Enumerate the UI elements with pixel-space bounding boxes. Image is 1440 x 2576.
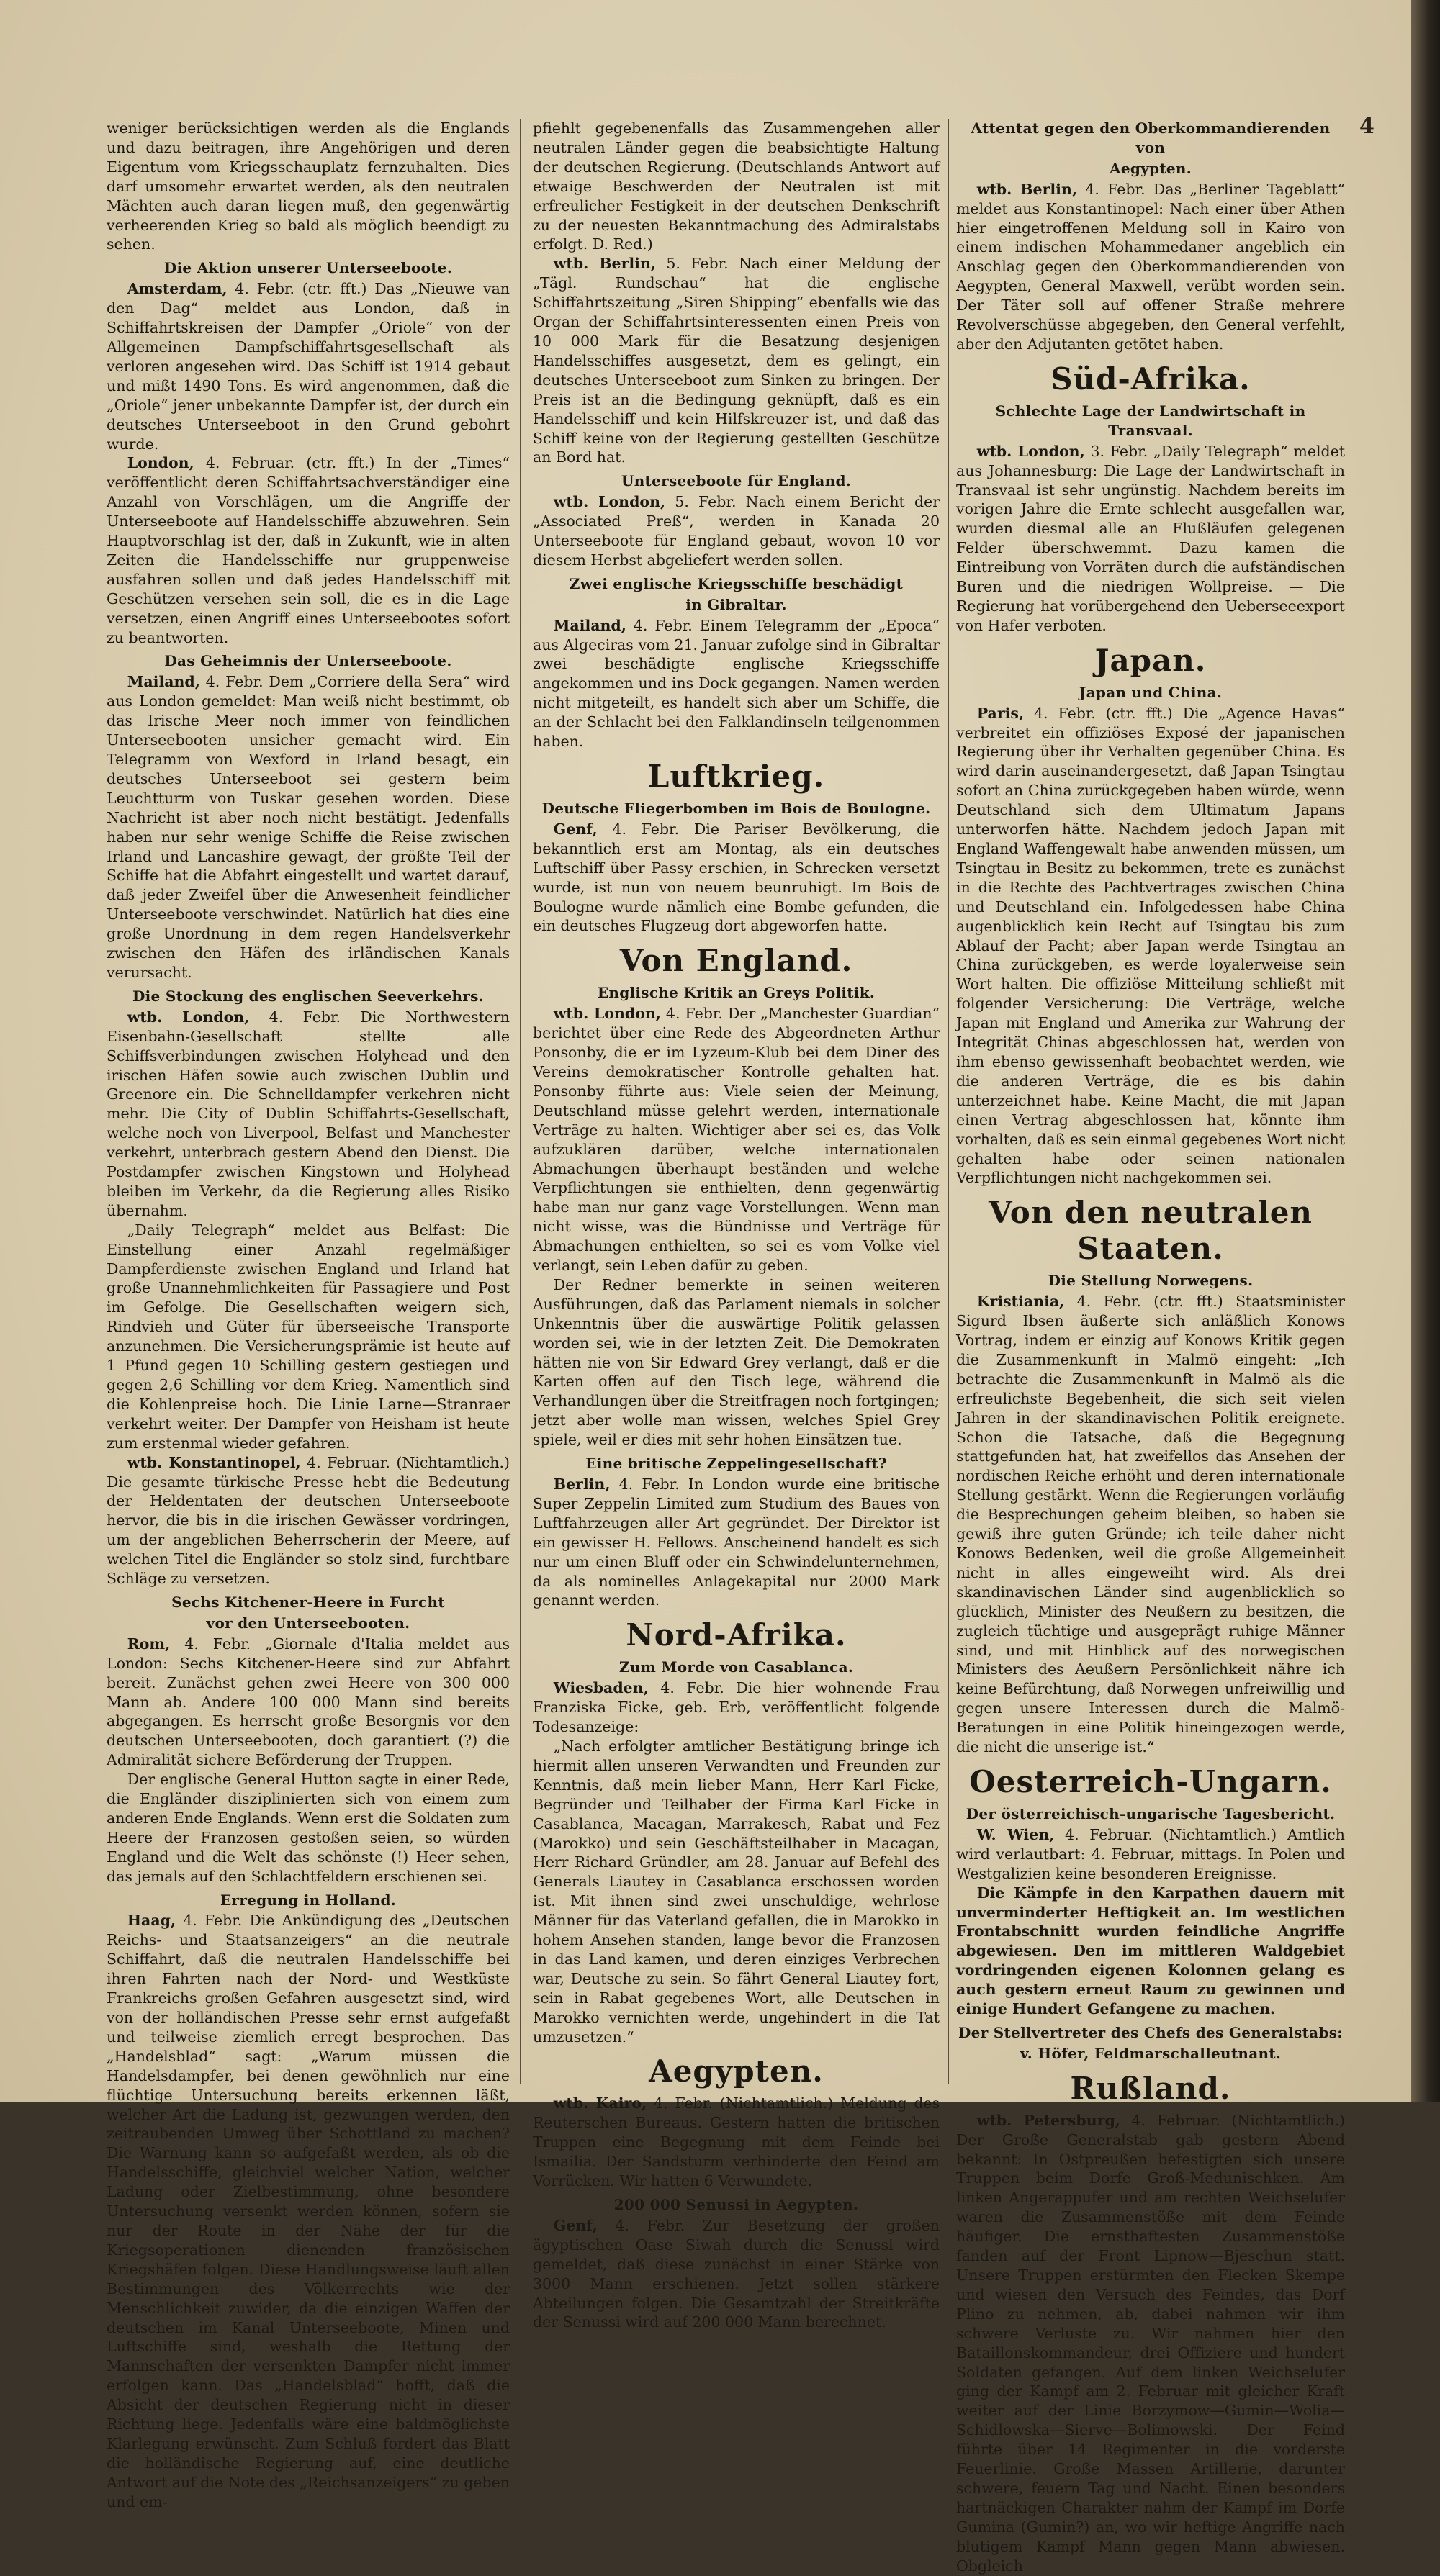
section-heading: Das Geheimnis der Unterseeboote.	[164, 652, 452, 670]
section-heading-line2: in Gibraltar.	[685, 595, 787, 613]
paragraph-text: 4. Febr. Das „Berliner Tageblatt“ meldet aus Konstantinopel: Nach einer über Athen hier eingetroffenen Meldung soll in Kairo von einem indischen Mohammedaner angeblich ein Anschlag gegen den Oberkommandierenden von Aegypten, General Maxwell, verübt worden sein. Der Täter soll auf offener Straße mehrere Revolverschüsse abgegeben, den General verfehlt, aber den Adjutanten getötet haben.	[956, 180, 1345, 353]
section-heading: Attentat gegen den Oberkommandierenden von	[971, 119, 1331, 156]
section-heading: Zwei englische Kriegsschiffe beschädigt	[569, 574, 904, 592]
dateline: Wiesbaden,	[553, 1679, 649, 1697]
paragraph	[107, 1008, 510, 1221]
paragraph	[533, 2216, 940, 2332]
dateline: W. Wien,	[976, 1825, 1055, 1843]
section-heading: Deutsche Fliegerbomben im Bois de Boulogne.	[541, 800, 931, 817]
dateline: wtb. London,	[553, 1005, 661, 1023]
major-heading: Von den neutralen Staaten.	[989, 1195, 1313, 1267]
section-heading-line2: Aegypten.	[1110, 159, 1192, 177]
column-3	[956, 119, 1346, 2575]
paragraph-text: 4. Febr. Der „Manchester Guardian“ berichtet über eine Rede des Abgeordneten Arthur Ponsonby, die er im Lyzeum-Klub bei dem Diner des Vereins demokratischer Kontrolle gehalten hat. Ponsonby führte aus: Viele seien der Meinung, Deutschland müsse gelehrt werden, internationale Verträge zu halten. Wichtiger aber sei es, das Volk aufzuklären darüber, welche internationalen Abmachungen überhaupt beständen und welche Verpflichtungen sie enthielten, denn gegenwärtig habe man nur ganz vage Vorstellungen. Wenn man nicht wisse, was die Bündnisse und Verträge für Abmachungen enthielten, so sei es vom Volke viel verlangt, sein Leben dafür zu geben.	[533, 1005, 940, 1275]
paragraph: „Daily Telegraph“ meldet aus Belfast: Die Einstellung einer Anzahl regelmäßiger Dampferdienste zwischen England und Irland hat große Unannehmlichkeiten für Passagiere und Post im Gefolge. Die Gesellschaften weigern sich, Rindvieh und Güter für überseeische Transporte anzunehmen. Die Versicherungsprämie ist heute auf 1 Pfund gegen 10 Schilling gestern gestiegen und gegen 2,6 Schilling vor dem Krieg. Namentlich sind die Kohlenpreise hoch. Die Linie Larne—Stranraer verkehrt weiter. Der Dampfer von Heisham ist heute zum erstenmal wieder gefahren.	[107, 1221, 510, 1452]
paragraph-text: 4. Febr. (ctr. fft.) Die „Agence Havas“ verbreitet ein offiziöses Exposé der japanischen Regierung über ihr Verhalten gegenüber China. Es wird darin auseinandergesetzt, daß Japan Tsingtau sofort an China zurückgegeben haben würde, wenn Deutschland sich dem Ultimatum Japans unterworfen hätte. Nachdem jedoch Japan mit England Waffengewalt habe anwenden müssen, um Tsingtau in Besitz zu bekommen, trete es zunächst in die Rechte des Pachtvertrages zwischen China und Deutschland ein. Infolgedessen habe China augenblicklich kein Recht auf Tsingtau bis zum Ablauf der Pacht; aber Japan werde Tsingtau an China zurückgeben, es werde loyalerweise sein Wort halten. Die offiziöse Mitteilung schließt mit folgender Versicherung: Die Verträge, welche Japan mit England und Amerika zur Wahrung der Integrität Chinas abgeschlossen hat, werden von ihm ebenso gewissenhaft beobachtet werden, wie die anderen Verträge, die es bis dahin unterzeichnet habe. Keine Macht, die mit Japan einen Vertrag abgeschlossen hat, könnte ihm vorhalten, daß es sein einmal gegebenes Wort nicht gehalten habe oder seinen nationalen Verpflichtungen nicht nachgekommen sei.	[956, 704, 1345, 1187]
dateline: wtb. Berlin,	[976, 180, 1077, 198]
paragraph	[107, 1453, 510, 1588]
section-heading: Sechs Kitchener-Heere in Furcht	[171, 1593, 445, 1611]
dateline: Mailand,	[127, 673, 200, 691]
paragraph	[533, 492, 940, 570]
section-heading: Eine britische Zeppelingesellschaft?	[585, 1455, 887, 1473]
paragraph	[533, 616, 940, 751]
section-heading: Die Stockung des englischen Seeverkehrs.	[132, 987, 484, 1005]
paragraph: Der Redner bemerkte in seinen weiteren Ausführungen, daß das Parlament niemals in solcher Unkenntnis über die auswärtige Politik gelassen worden sei, wie in der letzten Zeit. Die Demokraten hätten nie von Sir Edward Grey verlangt, daß er die Karten offen auf den Tisch lege, während die Verhandlungen über die Streitfragen noch fortgingen; jetzt aber wolle man wissen, welches Spiel Grey spiele, weil er dies mit sehr hohen Einsätzen tue.	[533, 1275, 940, 1449]
signature-line: Der Stellvertreter des Chefs des Generalstabs:	[958, 2023, 1343, 2041]
column-rule	[948, 119, 949, 2084]
paragraph-text: 5. Febr. Nach einer Meldung der „Tägl. Rundschau“ hat die englische Schiffahrtszeitung „Siren Shipping“ ebenfalls wie das Organ der Schiffahrtsinteressenten einen Preis von 10 000 Mark für die Besatzung desjenigen Handelsschiffes ausgesetzt, dem es gelingt, ein deutsches Unterseeboot zum Sinken zu bringen. Der Preis ist an die Bedingung geknüpft, daß es ein Handelsschiff und kein Hilfskreuzer ist, und daß das Schiff keine von der Regierung gestellten Geschütze an Bord hat.	[533, 255, 940, 466]
dateline: wtb. Petersburg,	[976, 2111, 1120, 2129]
paragraph	[956, 704, 1345, 1188]
dateline: wtb. Berlin,	[553, 255, 657, 273]
paragraph	[107, 279, 510, 453]
paragraph	[533, 1678, 940, 1737]
dateline: London,	[127, 454, 194, 472]
dateline: Paris,	[976, 704, 1025, 722]
paragraph: „Nach erfolgter amtlicher Bestätigung bringe ich hiermit allen unseren Verwandten und Freunden zur Kenntnis, daß mein lieber Mann, Herr Karl Ficke, Begründer und Teilhaber der Firma Karl Ficke in Casablanca, Macagan, Marrakesch, Rabat und Fez (Marokko) und sein Geschäftsteilhaber in Macagan, Herr Richard Gründler, am 28. Januar auf Befehl des Generals Liautey in Casablanca erschossen worden ist. Mit ihnen sind zwei unschuldige, wehrlose Männer für das Vaterland gefallen, die in Marokko in hohem Ansehen standen, lange bevor die Franzosen in das Land kamen, und deren einziges Verbrechen war, Deutsche zu sein. So fährt General Liautey fort, sein in Rabat gegebenes Wort, alle Deutschen in Marokko vernichten werde, ungehindert in die Tat umzusetzen.“	[533, 1737, 940, 2046]
paragraph: pfiehlt gegebenenfalls das Zusammengehen aller neutralen Länder gegen die beabsichtigte Haltung der deutschen Regierung. (Deutschlands Antwort auf etwaige Beschwerden der Neutralen ist mit erfreulicher Festigkeit in der deutschen Denkschrift zu der neuesten Bekanntmachung des Admiralstabs erfolgt. D. Red.)	[533, 119, 940, 253]
signature-line: v. Höfer, Feldmarschalleutnant.	[1020, 2044, 1282, 2062]
major-heading: Nord-Afrika.	[626, 1617, 847, 1653]
dateline: Haag,	[127, 1912, 176, 1930]
major-heading: Luftkrieg.	[647, 759, 825, 794]
major-heading: Rußland.	[1070, 2070, 1231, 2106]
major-heading: Japan.	[1094, 642, 1207, 678]
paragraph	[107, 1635, 510, 1770]
dateline: Genf,	[553, 820, 598, 838]
section-heading: Die Stellung Norwegens.	[1048, 1272, 1254, 1290]
dateline: wtb. London,	[127, 1008, 250, 1026]
paragraph	[533, 254, 940, 467]
page-number: 4	[1359, 114, 1374, 139]
major-heading: Süd-Afrika.	[1050, 361, 1251, 397]
paragraph	[107, 1911, 510, 2511]
dateline: Amsterdam,	[127, 280, 228, 298]
dateline: wtb. London,	[976, 442, 1085, 460]
paragraph	[533, 2094, 940, 2191]
major-heading: Von England.	[619, 943, 853, 979]
section-heading: Schlechte Lage der Landwirtschaft in Transvaal.	[995, 402, 1306, 439]
paragraph-text: 4. Febr. Die hier wohnende Frau Franziska Ficke, geb. Erb, veröffentlicht folgende Todesanzeige:	[533, 1679, 940, 1736]
paragraph-text: 4. Febr. Die Pariser Bevölkerung, die bekanntlich erst am Montag, als ein deutsches Luftschiff über Passy erschien, in Schrecken versetzt wurde, ist nun von neuem beunruhigt. Im Bois de Boulogne wurde nämlich eine Bombe gefunden, die ein deutsches Flugzeug dort abgeworfen hatte.	[533, 820, 940, 935]
paragraph: Die Kämpfe in den Karpathen dauern mit unverminderter Heftigkeit an. Im westlichen Frontabschnitt wurden feindliche Angriffe abgewiesen. Den im mittleren Waldgebiet vordringenden eigenen Kolonnen gelang es auch gestern erneut Raum zu gewinnen und einige Hundert Gefangene zu machen.	[956, 1884, 1345, 2018]
paragraph-text: 4. Febr. (ctr. fft.) Staatsminister Sigurd Ibsen äußerte sich anläßlich Konows Vortrag, indem er einzig auf Konows Kritik gegen die Zusammenkunft in Malmö eingeht: „Ich betrachte die Zusammenkunft in Malmö als die erfreulichste Begebenheit, die sich seit vielen Jahren in der skandinavischen Politik ereignete. Schon die Tatsache, daß die Begegnung stattgefunden hat, hat zweifellos das Ansehen der nordischen Reiche erhöht und deren internationale Stellung gestärkt. Wenn die Regierungen vorläufig die Besprechungen geheim bleiben, so haben sie gewiß ihre guten Gründe; ich teile daher nicht Konows Bedenken, weil die große Allgemeinheit nicht in alles eingeweiht wird. Als drei skandinavischen Länder sind augenblicklich so glücklich, Minister des Neußern zu besitzen, die zugleich tüchtige und ausgeprägt ruhige Männer sind, und mit Hinblick auf des norwegischen Ministers des Aeußern Persönlichkeit nähre ich keine Befürchtung, daß Norwegen unfreiwillig und gegen unsere Interessen durch die Malmö-Beratungen in eine Politik hineingezogen werde, die nicht die unserige ist.“	[956, 1293, 1345, 1756]
paragraph-text: 4. Febr. Einem Telegramm der „Epoca“ aus Algeciras vom 21. Januar zufolge sind in Gibraltar zwei beschädigte englische Kriegsschiffe angekommen und ins Dock gegangen. Namen werden nicht mitgeteilt, es handelt sich aber um Schiffe, die an der Schlacht bei den Falklandinseln teilgenommen haben.	[533, 616, 940, 751]
paragraph	[533, 1475, 940, 1610]
paragraph	[956, 180, 1345, 354]
paragraph-text: 4. Febr. In London wurde eine britische Super Zeppelin Limited zum Studium des Baues von Luftfahrzeugen aller Art gegründet. Der Direktor ist ein gewisser H. Fellows. Anscheinend handelt es sich nur um einen Bluff oder ein Schwindelunternehmen, da als nominelles Anlagekapital nur 2000 Mark genannt werden.	[533, 1475, 940, 1609]
column-2	[533, 119, 940, 2331]
page-edge	[1411, 0, 1440, 2102]
paragraph: weniger berücksichtigen werden als die Englands und dazu beitragen, ihre Angehörigen und deren Eigentum vom Kriegsschauplatz fernzuhalten. Dies darf umsomehr erwartet werden, als den neutralen Mächten auch daran liegen muß, den gegenwärtig verheerenden Krieg so bald als möglich beendigt zu sehen.	[107, 119, 510, 253]
paragraph-text: 5. Febr. Nach einem Bericht der „Associated Preß“, werden in Kanada 20 Unterseeboote für England gebaut, wovon 10 vor diesem Herbst abgeliefert werden sollen.	[533, 493, 940, 569]
paragraph	[956, 1825, 1345, 1884]
major-heading: Aegypten.	[649, 2053, 824, 2089]
paragraph	[533, 1004, 940, 1275]
paragraph: Der englische General Hutton sagte in einer Rede, die Engländer disziplinierten sich von einem zum anderen Ende Englands. Wenn erst die Soldaten zum Heere der Franzosen gestoßen seien, so würden England und die Welt das schönste (!) Heer sehen, das jemals auf den Schlachtfeldern erschienen sei.	[107, 1771, 510, 1885]
section-heading: Die Aktion unserer Unterseeboote.	[163, 259, 453, 277]
section-heading: Erregung in Holland.	[220, 1891, 397, 1909]
paragraph-text: 4. Febr. Dem „Corriere della Sera“ wird aus London gemeldet: Man weiß nicht bestimmt, ob das Irische Meer noch immer von feindlichen Unterseebooten unsicher gemacht wird. Ein Telegramm von Wexford in Irland besagt, ein deutsches Unterseeboot sei gestern beim Leuchtturm von Tuskar gesehen worden. Diese Nachricht ist aber noch nicht bestätigt. Jedenfalls haben nur sehr wenige Schiffe die Reise zwischen Irland und Lancashire gewagt, der größte Teil der Schiffe hat die Abfahrt eingestellt und wartet darauf, daß jeder Zweifel über die Anwesenheit feindlicher Unterseeboote verschwindet. Natürlich hat dies eine große Unordnung in dem regen Handelsverkehr zwischen den Häfen des irländischen Kanals verursacht.	[107, 673, 510, 981]
major-heading: Oesterreich-Ungarn.	[969, 1763, 1332, 1799]
section-heading: Unterseeboote für England.	[621, 472, 852, 490]
paragraph-text: 4. Februar. (Nichtamtlich.) Die gesamte türkische Presse hebt die Bedeutung der Heldentaten der deutschen Unterseeboote hervor, die bis in die irischen Gewässer vordringen, um der angeblichen Beherrscherin der Meere, auf welchen Titel die Engländer so stolz sind, furchtbare Schläge zu versetzen.	[107, 1453, 510, 1588]
dateline: Rom,	[127, 1635, 171, 1653]
dateline: Kristiania,	[976, 1293, 1065, 1311]
paragraph	[107, 453, 510, 647]
dateline: wtb. London,	[553, 493, 666, 511]
paragraph-text: 4. Febr. Zur Besetzung der großen ägyptischen Oase Siwah durch die Senussi wird gemeldet, daß diese zunächst in einer Stärke von 3000 Mann erschienen. Jetzt sollen stärkere Abteilungen folgen. Die Gesamtzahl der Streitkräfte der Senussi wird auf 200 000 Mann berechnet.	[533, 2216, 940, 2331]
paragraph-text: 4. Februar. (Nichtamtlich.) Amtlich wird verlautbart: 4. Februar, mittags. In Polen und Westgalizien keine besonderen Ereignisse.	[956, 1825, 1345, 1882]
section-heading: Zum Morde von Casablanca.	[618, 1658, 854, 1676]
paragraph-text: 4. Febr. (Nichtamtlich.) Meldung des Reuterschen Bureaus. Gestern hatten die britischen Truppen eine Begegnung mit dem Feinde bei Ismailia. Der Sandsturm verhinderte den Feind am Vorrücken. Wir hatten 6 Verwundete.	[533, 2094, 940, 2190]
dateline: Mailand,	[553, 616, 626, 634]
paragraph	[956, 442, 1345, 636]
paragraph-text: 4. Februar. (Nichtamtlich.) Der Große Generalstab gab gestern Abend bekannt: In Ostpreußen befestigten sich unsere Truppen beim Dorfe Groß-Medunischken. Am linken Angerappufer und am rechten Weichselufer waren die Zusammenstöße mit dem Feinde häufiger. Die ernsthaftesten Zusammenstöße fanden auf der Front Lipnow—Bjeschun statt. Unsere Truppen erstürmten den Flecken Skempe und wiesen den Versuch des Feindes, das Dorf Plino zu nehmen, ab, dabei nahmen wir ihm schwere Verluste zu. Wir nahmen hier den Bataillonskommandeur, drei Offiziere und hundert Soldaten gefangen. Auf dem linken Weichselufer ging der Kampf am 2. Februar mit gleicher Kraft weiter auf der Linie Borzymow—Gumin—Wolia—Schidlowska—Sierve—Bolimowski. Der Feind führte über 14 Regimenter in die vorderste Feuerlinie. Große Massen Artillerie, darunter schwere, feuern Tag und Nacht. Einen besonders hartnäckigen Charakter nahm der Kampf im Dorfe Gumina (Gumin?) an, wo wir heftige Angriffe nach blutigem Kampf Mann gegen Mann abwiesen. Obgleich	[956, 2111, 1345, 2575]
paragraph-text: 4. Febr. (ctr. fft.) Das „Nieuwe van den Dag“ meldet aus London, daß in Schiffahrtskreisen der Dampfer „Oriole“ von der Allgemeinen Dampfschiffahrtsgesellschaft als verloren angesehen wird. Das Schiff ist 1914 gebaut und mißt 1490 Tons. Es wird angenommen, daß die „Oriole“ jener unbekannte Dampfer ist, der durch ein deutsches Unterseeboot in den Grund gebohrt wurde.	[107, 280, 510, 453]
paragraph-text: 4. Februar. (ctr. fft.) In der „Times“ veröffentlicht deren Schiffahrtsachverständiger eine Anzahl von Vorschlägen, um die Angriffe der Unterseeboote auf Handelsschiffe abzuwehren. Sein Hauptvorschlag ist der, daß in Zukunft, wie in alten Zeiten die Handelsschiffe nur gruppenweise ausfahren sollen und daß jedes Handelsschiff mit Geschützen versehen sein soll, die es in die Lage versetzen, einen Angriff eines Unterseebootes sofort zu beantworten.	[107, 454, 510, 646]
paragraph	[956, 2111, 1345, 2576]
paragraph-text: 4. Febr. „Giornale d'Italia meldet aus London: Sechs Kitchener-Heere sind zur Abfahrt bereit. Zunächst gehen zwei Heere von 300 000 Mann ab. Andere 100 000 Mann sind bereits abgegangen. Es herrscht große Besorgnis vor den deutschen Unterseebooten, doch garantiert (?) die Admiralität sichere Beförderung der Truppen.	[107, 1635, 510, 1769]
paragraph	[956, 1292, 1345, 1757]
dateline: Genf,	[553, 2216, 598, 2234]
column-1	[107, 119, 510, 2511]
section-heading: Der österreichisch-ungarische Tagesbericht.	[966, 1804, 1336, 1822]
paragraph	[107, 672, 510, 982]
section-heading: Japan und China.	[1079, 683, 1223, 701]
section-heading-line2: vor den Unterseebooten.	[206, 1614, 410, 1632]
dateline: wtb. Konstantinopel,	[127, 1453, 301, 1471]
paragraph-text: 4. Febr. Die Ankündigung des „Deutschen Reichs- und Staatsanzeigers“ an die neutrale Schiffahrt, daß die neutralen Handelsschiffe bei ihren Fahrten nach der Nord- und Westküste Frankreichs großen Gefahren ausgesetzt sind, wird von der holländischen Presse sehr ernst aufgefaßt und teilweise ziemlich erregt besprochen. Das „Handelsblad“ sagt: „Warum müssen die Handelsdampfer, bei denen gewöhnlich nur eine flüchtige Untersuchung bereits erkennen läßt, welcher Art die Ladung ist, gezwungen werden, den zeitraubenden Umweg über Schottland zu machen? Die Warnung kann so aufgefaßt werden, als ob die Handelsschiffe, gleichviel welcher Nation, welcher Ladung oder Zielbestimmung, ohne besondere Untersuchung versenkt werden können, sofern sie nur der Route in der Nähe der für die Kriegsoperationen dienenden französischen Kriegshäfen folgen. Diese Handlungsweise läuft allen Bestimmungen des Völkerrechts wie der Menschlichkeit zuwider, da die einzigen Waffen der deutschen im Kanal Unterseeboote, Minen und Luftschiffe sind, weshalb die Rettung der Mannschaften der versenkten Dampfer nicht immer erfolgen kann. Das „Handelsblad“ hofft, daß die Absicht der deutschen Regierung nicht in dieser Richtung liege. Jedenfalls wäre eine baldmöglichste Klarlegung erwünscht. Zum Schluß fordert das Blatt die holländische Regierung auf, eine deutliche Antwort auf die Note des „Reichsanzeigers“ zu geben und em-	[107, 1912, 510, 2511]
dateline: wtb. Kairo,	[553, 2094, 647, 2112]
paragraph	[533, 820, 940, 936]
dateline: Berlin,	[553, 1475, 611, 1493]
section-heading: Englische Kritik an Greys Politik.	[597, 984, 876, 1002]
paragraph-text: 4. Febr. Die Northwestern Eisenbahn-Gesellschaft stellte alle Schiffsverbindungen zwischen Holyhead und den irischen Häfen sowie auch zwischen Dublin und Greenore ein. Die Schnelldampfer verkehren nicht mehr. Die City of Dublin Schiffahrts-Gesellschaft, welche noch von Liverpool, Belfast und Manchester verkehrt, unterbrach gestern Abend den Dienst. Die Postdampfer zwischen Kingstown und Holyhead bleiben im Verkehr, da die Regierung alles Risiko übernahm.	[107, 1008, 510, 1219]
column-rule	[520, 119, 521, 2084]
section-heading: 200 000 Senussi in Aegypten.	[613, 2196, 859, 2213]
paragraph-text: 3. Febr. „Daily Telegraph“ meldet aus Johannesburg: Die Lage der Landwirtschaft in Transvaal ist sehr ungünstig. Nachdem bereits im vorigen Jahre die Ernte schlecht ausgefallen war, wurden diesmal alle an Flußläufen gelegenen Felder überschwemmt. Dazu kamen die Eintreibung von Vorräten durch die aufständischen Buren und die niedrigen Wollpreise. — Die Regierung hat vorübergehend den Ueberseeexport von Hafer verboten.	[956, 442, 1346, 634]
